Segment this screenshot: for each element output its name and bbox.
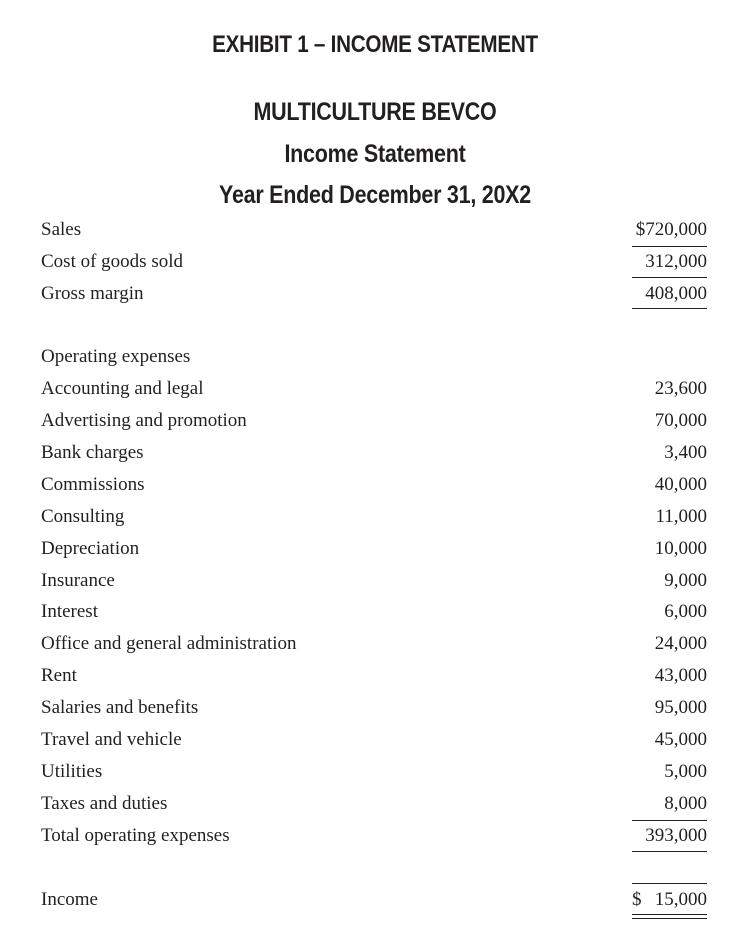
expense-amount: 95,000 xyxy=(654,697,707,718)
expense-label: Interest xyxy=(41,601,98,622)
sales-row xyxy=(0,215,750,245)
income-row xyxy=(0,885,750,915)
expense-label: Travel and vehicle xyxy=(41,729,182,750)
income-top-rule xyxy=(632,883,707,884)
expense-row xyxy=(0,725,750,755)
income-double-underline xyxy=(632,914,707,919)
expense-row xyxy=(0,502,750,532)
operating-expenses-heading: Operating expenses xyxy=(41,346,191,367)
statement-period: Year Ended December 31, 20X2 xyxy=(219,181,531,209)
expense-amount: 43,000 xyxy=(654,665,707,686)
gross-margin-label: Gross margin xyxy=(41,283,144,304)
expense-label: Salaries and benefits xyxy=(41,697,199,718)
expense-amount: 23,600 xyxy=(654,378,707,399)
expense-amount: 5,000 xyxy=(664,761,707,782)
company-name: MULTICULTURE BEVCO xyxy=(253,98,497,126)
expense-amount: 24,000 xyxy=(654,633,707,654)
expense-label: Accounting and legal xyxy=(41,378,204,399)
sales-amount: $720,000 xyxy=(635,219,707,240)
expense-amount: 40,000 xyxy=(654,474,707,495)
expense-row xyxy=(0,438,750,468)
operating-expenses-heading-row xyxy=(0,342,750,372)
total-operating-expenses-row xyxy=(0,821,750,851)
expense-amount: 45,000 xyxy=(654,729,707,750)
expense-label: Rent xyxy=(41,665,77,686)
expense-label: Advertising and promotion xyxy=(41,410,247,431)
cogs-underline xyxy=(632,277,707,278)
total-operating-expenses-label: Total operating expenses xyxy=(41,825,230,846)
income-value: 15,000 xyxy=(654,889,707,910)
exhibit-title: EXHIBIT 1 – INCOME STATEMENT xyxy=(212,31,538,58)
gross-margin-amount: 408,000 xyxy=(645,283,707,304)
statement-title: Income Statement xyxy=(284,140,466,168)
expense-row xyxy=(0,757,750,787)
sales-label: Sales xyxy=(41,219,82,240)
expense-label: Bank charges xyxy=(41,442,144,463)
cogs-label: Cost of goods sold xyxy=(41,251,183,272)
cogs-amount: 312,000 xyxy=(645,251,707,272)
expense-row xyxy=(0,629,750,659)
expense-row xyxy=(0,661,750,691)
expense-label: Office and general administration xyxy=(41,633,297,654)
expense-amount: 9,000 xyxy=(664,570,707,591)
expense-label: Utilities xyxy=(41,761,103,782)
expense-label: Commissions xyxy=(41,474,145,495)
expense-label: Insurance xyxy=(41,570,115,591)
total-operating-expenses-amount: 393,000 xyxy=(645,825,707,846)
expense-amount: 3,400 xyxy=(664,442,707,463)
gross-margin-underline xyxy=(632,308,707,309)
expense-row xyxy=(0,406,750,436)
income-currency-symbol: $ xyxy=(632,889,642,910)
expense-amount: 11,000 xyxy=(655,506,707,527)
cogs-row xyxy=(0,247,750,277)
expense-row xyxy=(0,789,750,819)
gross-margin-row xyxy=(0,279,750,309)
expense-amount: 6,000 xyxy=(664,601,707,622)
expense-row xyxy=(0,374,750,404)
expense-row xyxy=(0,597,750,627)
expense-amount: 10,000 xyxy=(654,538,707,559)
expense-label: Consulting xyxy=(41,506,125,527)
expense-label: Taxes and duties xyxy=(41,793,168,814)
expense-row xyxy=(0,534,750,564)
income-label: Income xyxy=(41,889,98,910)
expense-label: Depreciation xyxy=(41,538,140,559)
expense-row xyxy=(0,693,750,723)
expense-row xyxy=(0,470,750,500)
income-amount xyxy=(632,885,707,915)
expense-row xyxy=(0,566,750,596)
expense-amount: 8,000 xyxy=(664,793,707,814)
total-operating-expenses-underline xyxy=(632,851,707,852)
expense-amount: 70,000 xyxy=(654,410,707,431)
